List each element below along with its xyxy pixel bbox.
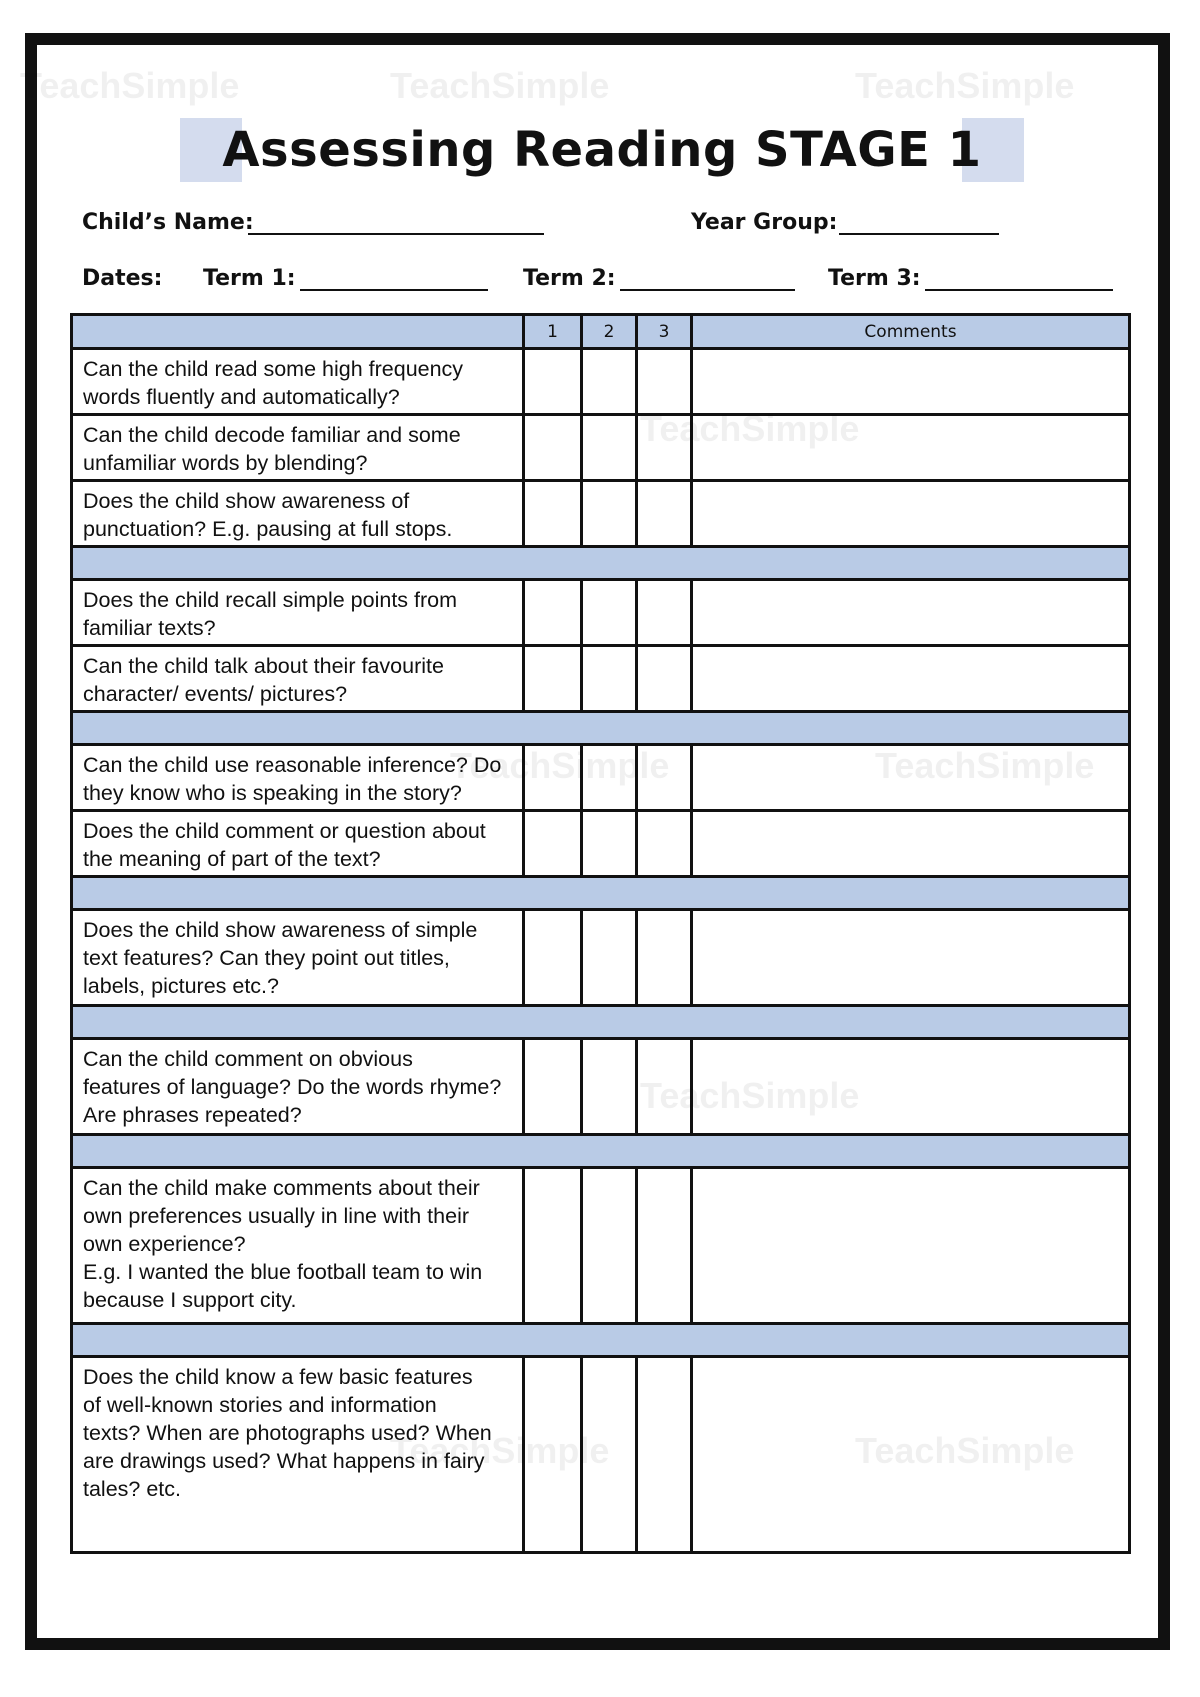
dates-label: Dates: <box>82 266 163 291</box>
term2-check-cell[interactable] <box>582 745 637 811</box>
section-separator <box>72 1324 1130 1357</box>
table-row <box>72 910 1130 1006</box>
term1-check-cell[interactable] <box>524 415 582 481</box>
term1-check-cell[interactable] <box>524 1357 582 1553</box>
term1-check-cell[interactable] <box>524 811 582 877</box>
comments-cell[interactable] <box>692 1168 1130 1324</box>
term3-check-cell[interactable] <box>637 745 692 811</box>
term3-check-cell[interactable] <box>637 481 692 547</box>
term1-check-cell[interactable] <box>524 1168 582 1324</box>
comments-cell[interactable] <box>692 1039 1130 1135</box>
term2-check-cell[interactable] <box>582 811 637 877</box>
term3-field[interactable] <box>925 289 1113 291</box>
header-term-1: 1 <box>524 315 582 349</box>
term1-check-cell[interactable] <box>524 1039 582 1135</box>
term3-check-cell[interactable] <box>637 1168 692 1324</box>
question-text: Can the child talk about their favourite character/ events/ pictures? <box>83 654 444 706</box>
term1-label: Term 1: <box>203 266 296 291</box>
header-question <box>72 315 524 349</box>
watermark-text: TeachSimple <box>20 65 240 106</box>
comments-cell[interactable] <box>692 811 1130 877</box>
term3-check-cell[interactable] <box>637 910 692 1006</box>
question-cell <box>72 745 524 811</box>
term2-check-cell[interactable] <box>582 580 637 646</box>
table-row <box>72 1039 1130 1135</box>
watermark-text: TeachSimple <box>640 408 860 449</box>
header-term-3: 3 <box>637 315 692 349</box>
term3-label: Term 3: <box>828 266 921 291</box>
term2-check-cell[interactable] <box>582 646 637 712</box>
watermark-text: TeachSimple <box>450 745 670 786</box>
section-separator <box>72 547 1130 580</box>
term1-check-cell[interactable] <box>524 910 582 1006</box>
comments-cell[interactable] <box>692 415 1130 481</box>
question-text: Can the child use reasonable inference? Do they know who is speaking in the story? <box>83 753 502 805</box>
watermark-text: TeachSimple <box>390 1430 610 1471</box>
term3-check-cell[interactable] <box>637 1357 692 1553</box>
comments-cell[interactable] <box>692 580 1130 646</box>
question-cell <box>72 1168 524 1324</box>
term3-check-cell[interactable] <box>637 349 692 415</box>
question-text: Does the child know a few basic features of well-known stories and information texts? When are photographs used? When are drawings used? What happens in fairy tales? etc. <box>83 1365 492 1501</box>
question-text: Can the child make comments about their own preferences usually in line with their own experience? E.g. I wanted the blue football team to win because I support city. <box>83 1176 483 1312</box>
term2-check-cell[interactable] <box>582 349 637 415</box>
year-group-label: Year Group: <box>691 210 838 235</box>
question-cell <box>72 910 524 1006</box>
section-separator <box>72 877 1130 910</box>
term3-check-cell[interactable] <box>637 580 692 646</box>
separator-cell <box>72 547 1130 580</box>
assessment-table <box>70 313 1131 1554</box>
table-row <box>72 646 1130 712</box>
question-text: Can the child read some high frequency words fluently and automatically? <box>83 357 464 409</box>
table-row <box>72 349 1130 415</box>
term1-check-cell[interactable] <box>524 349 582 415</box>
term3-check-cell[interactable] <box>637 646 692 712</box>
watermark-text: TeachSimple <box>855 1430 1075 1471</box>
section-separator <box>72 1135 1130 1168</box>
term2-check-cell[interactable] <box>582 910 637 1006</box>
comments-cell[interactable] <box>692 646 1130 712</box>
term2-check-cell[interactable] <box>582 1357 637 1553</box>
separator-cell <box>72 1324 1130 1357</box>
question-text: Does the child comment or question about the meaning of part of the text? <box>83 819 486 871</box>
question-cell <box>72 349 524 415</box>
table-header-row <box>72 315 1130 349</box>
question-cell <box>72 646 524 712</box>
question-text: Can the child decode familiar and some unfamiliar words by blending? <box>83 423 461 475</box>
question-cell <box>72 1357 524 1553</box>
header-term-2: 2 <box>582 315 637 349</box>
table-row <box>72 1357 1130 1553</box>
question-text: Does the child show awareness of simple text features? Can they point out titles, labels, pictures etc.? <box>83 918 478 998</box>
section-separator <box>72 712 1130 745</box>
comments-cell[interactable] <box>692 745 1130 811</box>
comments-cell[interactable] <box>692 1357 1130 1553</box>
term3-check-cell[interactable] <box>637 811 692 877</box>
watermark-text: TeachSimple <box>855 65 1075 106</box>
term1-check-cell[interactable] <box>524 580 582 646</box>
term2-label: Term 2: <box>523 266 616 291</box>
watermark-text: TeachSimple <box>640 1075 860 1116</box>
watermark-text: TeachSimple <box>875 745 1095 786</box>
term2-check-cell[interactable] <box>582 415 637 481</box>
term2-check-cell[interactable] <box>582 481 637 547</box>
term3-check-cell[interactable] <box>637 415 692 481</box>
question-text: Does the child recall simple points from familiar texts? <box>83 588 458 640</box>
watermark-text: TeachSimple <box>390 65 610 106</box>
separator-cell <box>72 1135 1130 1168</box>
question-cell <box>72 415 524 481</box>
question-cell <box>72 1039 524 1135</box>
question-text: Can the child comment on obvious features of language? Do the words rhyme? Are phrases repeated? <box>83 1047 502 1127</box>
section-separator <box>72 1006 1130 1039</box>
term1-check-cell[interactable] <box>524 745 582 811</box>
term2-check-cell[interactable] <box>582 1168 637 1324</box>
term2-field[interactable] <box>620 289 795 291</box>
table-row <box>72 745 1130 811</box>
term2-check-cell[interactable] <box>582 1039 637 1135</box>
term1-check-cell[interactable] <box>524 481 582 547</box>
comments-cell[interactable] <box>692 910 1130 1006</box>
question-cell <box>72 811 524 877</box>
child-name-field[interactable] <box>248 233 544 235</box>
question-cell <box>72 580 524 646</box>
title-bar <box>180 118 1024 182</box>
separator-cell <box>72 877 1130 910</box>
table-row <box>72 811 1130 877</box>
separator-cell <box>72 712 1130 745</box>
year-group-field[interactable] <box>839 233 999 235</box>
term3-check-cell[interactable] <box>637 1039 692 1135</box>
term1-field[interactable] <box>300 289 488 291</box>
table-row <box>72 1168 1130 1324</box>
page-title: Assessing Reading STAGE 1 <box>222 122 982 178</box>
separator-cell <box>72 1006 1130 1039</box>
table-row <box>72 415 1130 481</box>
table-row <box>72 580 1130 646</box>
comments-cell[interactable] <box>692 481 1130 547</box>
question-text: Does the child show awareness of punctuation? E.g. pausing at full stops. <box>83 489 453 541</box>
term1-check-cell[interactable] <box>524 646 582 712</box>
child-name-label: Child’s Name: <box>82 210 254 235</box>
question-cell <box>72 481 524 547</box>
header-comments: Comments <box>692 315 1130 349</box>
comments-cell[interactable] <box>692 349 1130 415</box>
table-row <box>72 481 1130 547</box>
